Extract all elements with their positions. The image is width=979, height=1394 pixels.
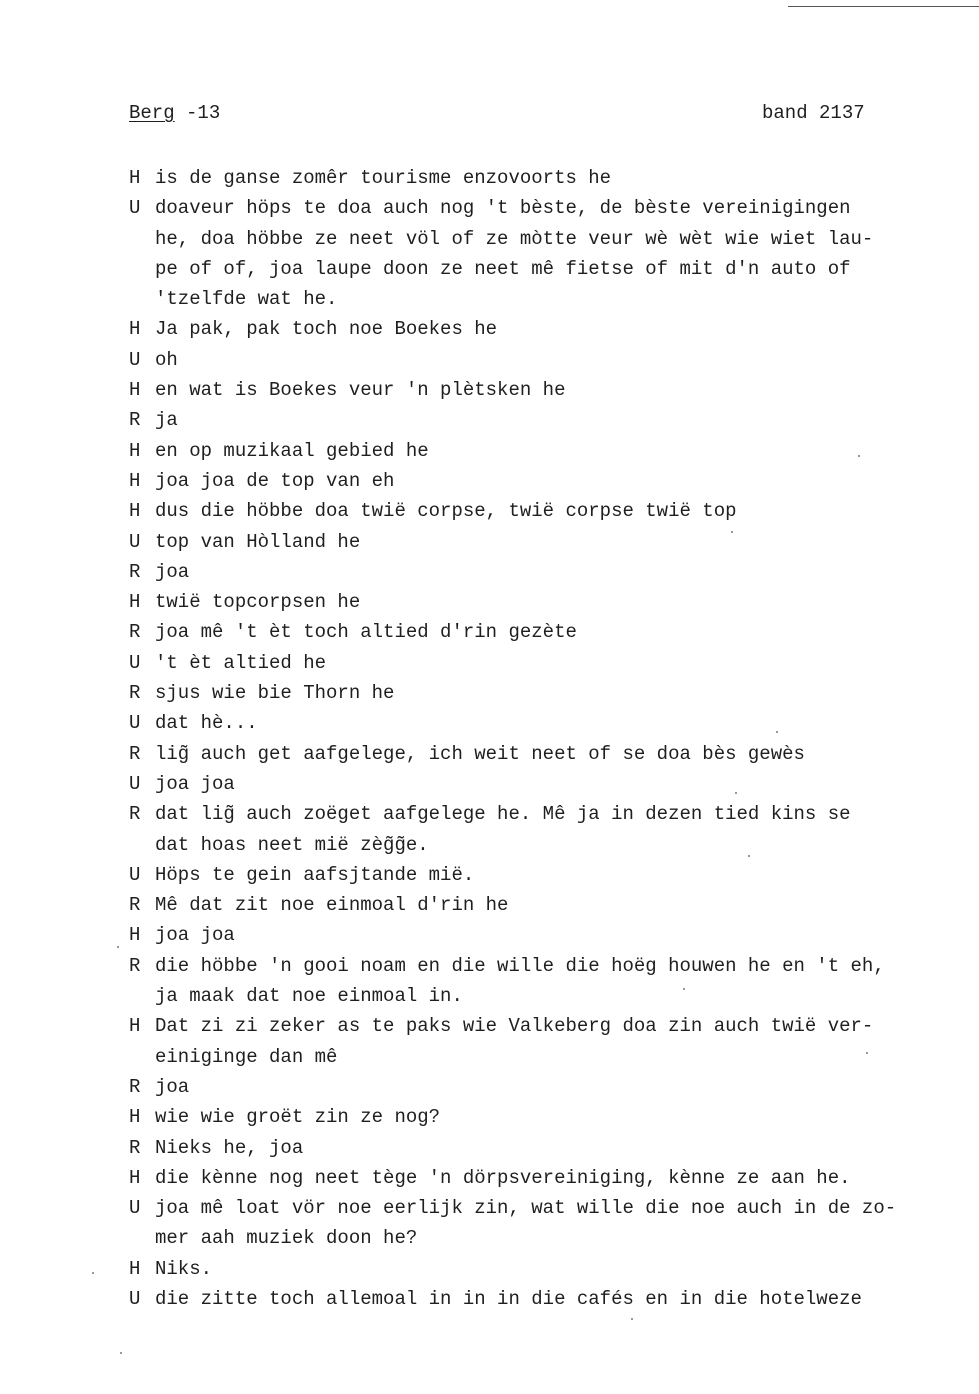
transcript-line xyxy=(129,163,959,193)
speaker-label: H xyxy=(129,591,141,614)
scan-speck xyxy=(120,1352,122,1354)
speaker-label: R xyxy=(129,621,141,644)
speaker-label: R xyxy=(129,682,141,705)
speaker-label: U xyxy=(129,772,141,795)
utterance-text: 't èt altied he xyxy=(155,651,327,674)
speaker-label: H xyxy=(129,439,141,462)
utterance-text: Höps te gein aafsjtande mië. xyxy=(155,863,475,886)
transcript-line xyxy=(129,890,959,920)
utterance-text: top van Hòlland he xyxy=(155,530,361,553)
transcript-line xyxy=(129,587,959,617)
header-tape-number: band 2137 xyxy=(762,102,865,124)
speaker-label: R xyxy=(129,894,141,917)
speaker-label: U xyxy=(129,348,141,371)
speaker-label: U xyxy=(129,1287,141,1310)
speaker-label: H xyxy=(129,1166,141,1189)
transcript-body xyxy=(129,163,959,1314)
transcript-line xyxy=(129,1102,959,1132)
transcript-line xyxy=(129,1072,959,1102)
transcript-line xyxy=(129,1163,959,1193)
transcript-line xyxy=(129,405,959,435)
transcript-line xyxy=(129,557,959,587)
speaker-label: U xyxy=(129,712,141,735)
speaker-label: R xyxy=(129,1075,141,1098)
utterance-text: ja xyxy=(155,409,178,432)
transcript-continuation-line xyxy=(129,284,959,314)
speaker-label: R xyxy=(129,409,141,432)
speaker-label: U xyxy=(129,197,141,220)
utterance-text: Niks. xyxy=(155,1257,213,1280)
transcript-line xyxy=(129,1193,959,1223)
utterance-text: ja maak dat noe einmoal in. xyxy=(155,985,463,1008)
transcript-continuation-line xyxy=(129,830,959,860)
speaker-label: R xyxy=(129,803,141,826)
scan-speck xyxy=(866,1052,868,1054)
scan-speck xyxy=(748,855,750,857)
speaker-label: H xyxy=(129,318,141,341)
scan-speck xyxy=(631,1318,633,1320)
transcript-line xyxy=(129,1254,959,1284)
utterance-text: Mê dat zit noe einmoal d'rin he xyxy=(155,894,509,917)
transcript-line xyxy=(129,678,959,708)
speaker-label: H xyxy=(129,500,141,523)
utterance-text: dat lig̃ auch zoëget aafgelege he. Mê ja in dezen tied kins se xyxy=(155,803,851,826)
utterance-text: twië topcorpsen he xyxy=(155,591,361,614)
scan-speck xyxy=(858,455,860,457)
utterance-text: lig̃ auch get aafgelege, ich weit neet of se doa bès gewès xyxy=(155,742,805,765)
utterance-text: he, doa höbbe ze neet völ of ze mòtte veur wè wèt wie wiet lau- xyxy=(155,227,874,250)
speaker-label: H xyxy=(129,379,141,402)
transcript-line xyxy=(129,193,959,223)
utterance-text: joa xyxy=(155,1075,190,1098)
transcript-line xyxy=(129,920,959,950)
utterance-text: die zitte toch allemoal in in in die cafés en in die hotelweze xyxy=(155,1287,862,1310)
speaker-label: H xyxy=(129,1106,141,1129)
utterance-text: joa xyxy=(155,560,190,583)
utterance-text: is de ganse zomêr tourisme enzovoorts he xyxy=(155,167,612,189)
transcript-line xyxy=(129,951,959,981)
scan-speck xyxy=(731,531,733,533)
speaker-label: H xyxy=(129,1257,141,1280)
scan-speck xyxy=(735,792,737,794)
utterance-text: pe of of, joa laupe doon ze neet mê fietse of mit d'n auto of xyxy=(155,257,851,280)
utterance-text: dat hè... xyxy=(155,712,258,735)
utterance-text: joa joa de top van eh xyxy=(155,469,395,492)
transcript-continuation-line xyxy=(129,1223,959,1253)
transcript-line xyxy=(129,466,959,496)
utterance-text: dat hoas neet mië zèg̃g̃e. xyxy=(155,833,429,856)
utterance-text: dus die höbbe doa twië corpse, twië corpse twië top xyxy=(155,500,737,523)
utterance-text: joa mê 't èt toch altied d'rin gezète xyxy=(155,621,577,644)
transcript-line xyxy=(129,527,959,557)
transcript-line xyxy=(129,1011,959,1041)
transcript-line xyxy=(129,617,959,647)
utterance-text: 'tzelfde wat he. xyxy=(155,288,338,311)
transcript-continuation-line xyxy=(129,224,959,254)
utterance-text: sjus wie bie Thorn he xyxy=(155,682,395,705)
speaker-label: H xyxy=(129,167,141,189)
transcript-line xyxy=(129,769,959,799)
utterance-text: joa joa xyxy=(155,924,235,947)
speaker-label: H xyxy=(129,1015,141,1038)
transcript-continuation-line xyxy=(129,981,959,1011)
speaker-label: R xyxy=(129,742,141,765)
top-rule xyxy=(788,6,979,7)
speaker-label: U xyxy=(129,1197,141,1220)
utterance-text: die höbbe 'n gooi noam en die wille die hoëg houwen he en 't eh, xyxy=(155,954,885,977)
utterance-text: en op muzikaal gebied he xyxy=(155,439,429,462)
transcript-line xyxy=(129,799,959,829)
speaker-label: U xyxy=(129,651,141,674)
scan-speck xyxy=(117,946,119,948)
utterance-text: Dat zi zi zeker as te paks wie Valkeberg doa zin auch twië ver- xyxy=(155,1015,874,1038)
speaker-label: H xyxy=(129,469,141,492)
utterance-text: oh xyxy=(155,348,178,371)
utterance-text: Ja pak, pak toch noe Boekes he xyxy=(155,318,498,341)
page-header-left xyxy=(129,102,220,124)
transcript-line xyxy=(129,648,959,678)
utterance-text: en wat is Boekes veur 'n plètsken he xyxy=(155,379,566,402)
transcript-line xyxy=(129,375,959,405)
utterance-text: einiginge dan mê xyxy=(155,1045,338,1068)
scan-speck xyxy=(683,988,685,990)
utterance-text: die kènne nog neet tège 'n dörpsvereiniging, kènne ze aan he. xyxy=(155,1166,851,1189)
transcript-line xyxy=(129,436,959,466)
speaker-label: H xyxy=(129,924,141,947)
speaker-label: R xyxy=(129,1136,141,1159)
utterance-text: joa joa xyxy=(155,772,235,795)
transcript-line xyxy=(129,708,959,738)
transcript-line xyxy=(129,1133,959,1163)
utterance-text: Nieks he, joa xyxy=(155,1136,304,1159)
transcript-line xyxy=(129,739,959,769)
transcript-line xyxy=(129,496,959,526)
utterance-text: joa mê loat vör noe eerlijk zin, wat wille die noe auch in de zo- xyxy=(155,1197,897,1220)
speaker-label: U xyxy=(129,530,141,553)
scan-speck xyxy=(776,731,778,733)
transcript-line xyxy=(129,314,959,344)
speaker-label: R xyxy=(129,954,141,977)
transcript-line xyxy=(129,860,959,890)
header-page-number: -13 xyxy=(174,102,221,124)
speaker-label: U xyxy=(129,863,141,886)
scan-speck xyxy=(92,1272,94,1274)
utterance-text: doaveur höps te doa auch nog 't bèste, de bèste vereinigingen xyxy=(155,197,851,220)
transcript-continuation-line xyxy=(129,254,959,284)
transcript-continuation-line xyxy=(129,1042,959,1072)
utterance-text: mer aah muziek doon he? xyxy=(155,1227,418,1250)
utterance-text: wie wie groët zin ze nog? xyxy=(155,1106,441,1129)
transcript-line xyxy=(129,1284,959,1314)
transcript-line xyxy=(129,345,959,375)
speaker-label: R xyxy=(129,560,141,583)
header-title: Berg xyxy=(129,102,175,124)
